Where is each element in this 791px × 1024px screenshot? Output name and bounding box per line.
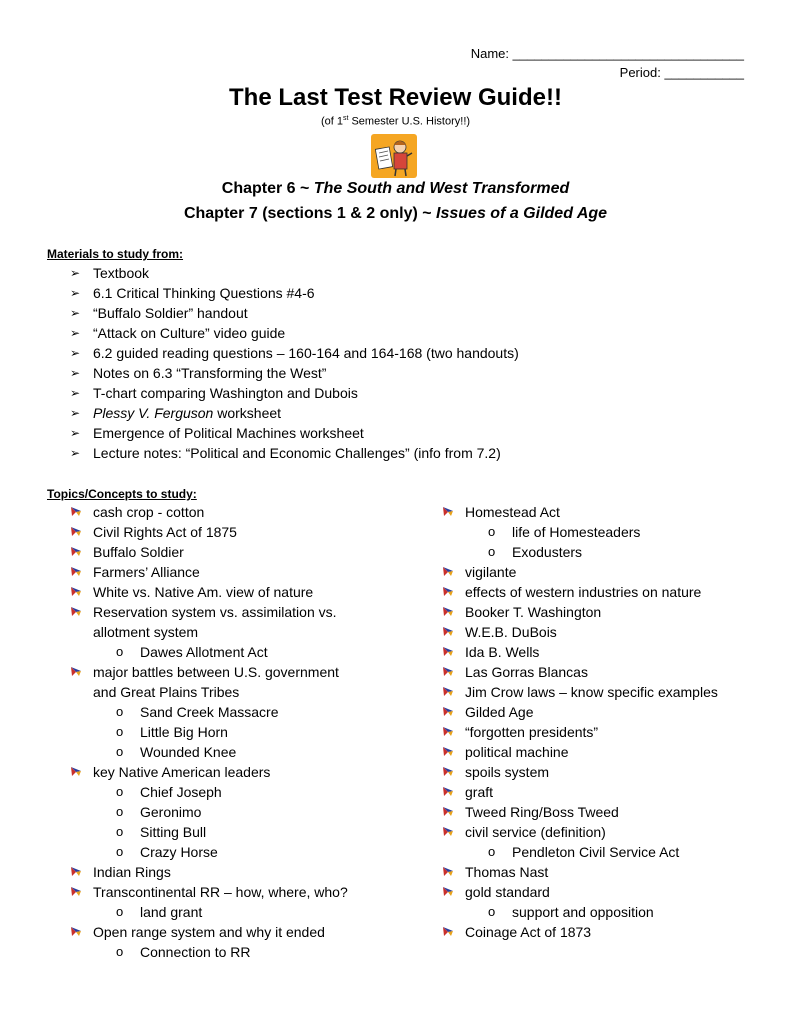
quill-bullet-icon (442, 706, 455, 718)
arrow-bullet-icon: ➢ (70, 446, 81, 460)
material-item (70, 443, 519, 463)
chapter-6-title: The South and West Transformed (313, 180, 570, 197)
topic-text: Crazy Horse (140, 844, 218, 860)
name-field-line: Name: ________________________________ (470, 46, 744, 61)
circle-bullet-icon: o (488, 544, 496, 559)
material-item (70, 343, 519, 363)
quill-bullet-icon (70, 926, 83, 938)
topic-item (442, 502, 718, 522)
circle-bullet-icon: o (116, 824, 124, 839)
topic-text: political machine (465, 744, 569, 760)
topic-item (70, 562, 348, 582)
topic-text: Sitting Bull (140, 824, 207, 840)
arrow-bullet-icon: ➢ (70, 286, 81, 300)
topic-text: cash crop - cotton (93, 504, 205, 520)
circle-bullet-icon: o (488, 524, 496, 539)
topic-item (70, 922, 348, 942)
arrow-bullet-icon: ➢ (70, 386, 81, 400)
topic-item (442, 762, 718, 782)
material-item (70, 323, 519, 343)
topic-text: Gilded Age (465, 704, 534, 720)
topic-text: effects of western industries on nature (465, 584, 702, 600)
material-item (70, 383, 519, 403)
topic-text: Sand Creek Massacre (140, 704, 279, 720)
topic-item (442, 822, 718, 842)
topic-text: W.E.B. DuBois (465, 624, 557, 640)
quill-bullet-icon (70, 886, 83, 898)
topic-text: Indian Rings (93, 864, 171, 880)
topic-text: Booker T. Washington (465, 604, 602, 620)
topic-text: spoils system (465, 764, 550, 780)
quill-bullet-icon (442, 726, 455, 738)
topic-text: Tweed Ring/Boss Tweed (465, 804, 619, 820)
topic-subitem (442, 902, 718, 922)
topic-text: Reservation system vs. assimilation vs. (93, 604, 337, 620)
materials-list (70, 263, 519, 463)
material-item-text: 6.1 Critical Thinking Questions #4-6 (93, 285, 315, 301)
material-item-italic: Plessy V. Ferguson (93, 405, 214, 421)
circle-bullet-icon: o (116, 644, 124, 659)
subtitle-start: (of 1 (320, 115, 343, 128)
topic-text: Chief Joseph (140, 784, 222, 800)
topic-text: Exodusters (512, 544, 583, 560)
circle-bullet-icon: o (116, 904, 124, 919)
topic-item (442, 882, 718, 902)
quill-bullet-icon (442, 826, 455, 838)
topic-text: Geronimo (140, 804, 202, 820)
topic-text: Dawes Allotment Act (140, 644, 268, 660)
topic-subitem (70, 702, 348, 722)
topic-item (70, 522, 348, 542)
arrow-bullet-icon: ➢ (70, 406, 81, 420)
material-item (70, 403, 519, 423)
material-item (70, 423, 519, 443)
topic-text: Civil Rights Act of 1875 (93, 524, 237, 540)
circle-bullet-icon: o (116, 804, 124, 819)
topic-item-continuation (70, 622, 348, 642)
topic-text: Las Gorras Blancas (465, 664, 588, 680)
topic-item (442, 682, 718, 702)
quill-bullet-icon (442, 866, 455, 878)
quill-bullet-icon (70, 506, 83, 518)
subtitle-superscript: st (342, 115, 349, 122)
topic-subitem (442, 842, 718, 862)
quill-bullet-icon (442, 646, 455, 658)
subtitle-end: Semester U.S. History!!) (348, 115, 471, 128)
topic-subitem (70, 802, 348, 822)
material-item-text: “Attack on Culture” video guide (93, 325, 286, 341)
topic-text: Buffalo Soldier (93, 544, 184, 560)
quill-bullet-icon (442, 926, 455, 938)
topic-item (442, 742, 718, 762)
material-item-text: Emergence of Political Machines worksheet (93, 425, 364, 441)
quill-bullet-icon (442, 586, 455, 598)
topic-item (442, 602, 718, 622)
quill-bullet-icon (70, 586, 83, 598)
quill-bullet-icon (442, 606, 455, 618)
topic-item (442, 922, 718, 942)
chapter-7-title: Issues of a Gilded Age (436, 205, 608, 222)
topic-item (70, 862, 348, 882)
topic-text: and Great Plains Tribes (93, 684, 240, 700)
topic-subitem (442, 542, 718, 562)
topics-heading: Topics/Concepts to study: (47, 487, 197, 501)
topic-subitem (70, 742, 348, 762)
topic-text: Coinage Act of 1873 (465, 924, 592, 940)
circle-bullet-icon: o (488, 904, 496, 919)
arrow-bullet-icon: ➢ (70, 426, 81, 440)
quill-bullet-icon (70, 526, 83, 538)
quill-bullet-icon (442, 806, 455, 818)
quill-bullet-icon (442, 886, 455, 898)
topic-text: life of Homesteaders (512, 524, 641, 540)
topic-item (442, 662, 718, 682)
material-item-text: 6.2 guided reading questions – 160-164 and 164-168 (two handouts) (93, 345, 519, 361)
topics-list-left (70, 502, 348, 962)
material-item-text: Lecture notes: “Political and Economic Challenges” (info from 7.2) (93, 445, 501, 461)
topic-text: Wounded Knee (140, 744, 237, 760)
topic-text: “forgotten presidents” (465, 724, 599, 740)
circle-bullet-icon: o (488, 844, 496, 859)
topic-item (70, 542, 348, 562)
arrow-bullet-icon: ➢ (70, 346, 81, 360)
topic-item (70, 762, 348, 782)
topic-item (442, 562, 718, 582)
topic-item (442, 722, 718, 742)
quill-bullet-icon (70, 866, 83, 878)
material-item-text: worksheet (213, 405, 282, 421)
material-item-text: Notes on 6.3 “Transforming the West” (93, 365, 327, 381)
quill-bullet-icon (70, 566, 83, 578)
topic-item (70, 502, 348, 522)
chapter-6-heading (0, 180, 791, 198)
topic-text: Farmers’ Alliance (93, 564, 200, 580)
topic-text: allotment system (93, 624, 199, 640)
topic-item (70, 582, 348, 602)
arrow-bullet-icon: ➢ (70, 366, 81, 380)
topic-subitem (70, 782, 348, 802)
material-item (70, 363, 519, 383)
chapter-7-heading (0, 205, 791, 223)
arrow-bullet-icon: ➢ (70, 326, 81, 340)
material-item (70, 303, 519, 323)
page-title: The Last Test Review Guide!! (229, 84, 562, 111)
topic-item (442, 702, 718, 722)
quill-bullet-icon (442, 786, 455, 798)
material-item-text: “Buffalo Soldier” handout (93, 305, 248, 321)
topic-item (70, 662, 348, 682)
topic-text: land grant (140, 904, 203, 920)
quill-bullet-icon (70, 766, 83, 778)
topic-text: civil service (definition) (465, 824, 606, 840)
materials-heading: Materials to study from: (47, 247, 184, 261)
material-item (70, 283, 519, 303)
circle-bullet-icon: o (116, 944, 124, 959)
material-item (70, 263, 519, 283)
circle-bullet-icon: o (116, 704, 124, 719)
chapter-6-prefix: Chapter 6 ~ (221, 180, 314, 197)
quill-bullet-icon (442, 506, 455, 518)
topic-text: graft (465, 784, 494, 800)
topic-subitem (70, 842, 348, 862)
topic-text: Connection to RR (140, 944, 251, 960)
period-field-line: Period: ___________ (619, 65, 744, 80)
topic-subitem (442, 522, 718, 542)
topic-text: Open range system and why it ended (93, 924, 325, 940)
quill-bullet-icon (442, 566, 455, 578)
topic-text: gold standard (465, 884, 550, 900)
circle-bullet-icon: o (116, 724, 124, 739)
topic-text: White vs. Native Am. view of nature (93, 584, 314, 600)
topic-text: Pendleton Civil Service Act (512, 844, 680, 860)
topic-item (442, 862, 718, 882)
arrow-bullet-icon: ➢ (70, 266, 81, 280)
student-with-paper-icon (371, 134, 417, 178)
topic-item (442, 782, 718, 802)
topic-item (70, 602, 348, 622)
topic-text: Thomas Nast (465, 864, 549, 880)
topic-item (442, 622, 718, 642)
topic-text: Jim Crow laws – know specific examples (465, 684, 718, 700)
topic-text: vigilante (465, 564, 517, 580)
topic-text: Homestead Act (465, 504, 560, 520)
material-item-text: T-chart comparing Washington and Dubois (93, 385, 358, 401)
topic-text: support and opposition (512, 904, 654, 920)
topic-item (442, 802, 718, 822)
page-subtitle (0, 115, 791, 128)
topic-item-continuation (70, 682, 348, 702)
quill-bullet-icon (442, 766, 455, 778)
circle-bullet-icon: o (116, 844, 124, 859)
circle-bullet-icon: o (116, 744, 124, 759)
quill-bullet-icon (70, 606, 83, 618)
material-item-text: Textbook (93, 265, 150, 281)
quill-bullet-icon (442, 626, 455, 638)
topic-item (70, 882, 348, 902)
chapter-7-prefix: Chapter 7 (sections 1 & 2 only) ~ (183, 205, 437, 222)
topic-text: Little Big Horn (140, 724, 228, 740)
quill-bullet-icon (442, 666, 455, 678)
quill-bullet-icon (70, 546, 83, 558)
topics-list-right (442, 502, 718, 942)
topic-text: Ida B. Wells (465, 644, 540, 660)
topic-subitem (70, 942, 348, 962)
topic-subitem (70, 642, 348, 662)
topic-text: key Native American leaders (93, 764, 271, 780)
topic-text: major battles between U.S. government (93, 664, 339, 680)
topic-subitem (70, 902, 348, 922)
topic-item (442, 582, 718, 602)
quill-bullet-icon (442, 686, 455, 698)
circle-bullet-icon: o (116, 784, 124, 799)
topic-subitem (70, 822, 348, 842)
topic-item (442, 642, 718, 662)
quill-bullet-icon (70, 666, 83, 678)
quill-bullet-icon (442, 746, 455, 758)
arrow-bullet-icon: ➢ (70, 306, 81, 320)
topic-text: Transcontinental RR – how, where, who? (93, 884, 348, 900)
topic-subitem (70, 722, 348, 742)
